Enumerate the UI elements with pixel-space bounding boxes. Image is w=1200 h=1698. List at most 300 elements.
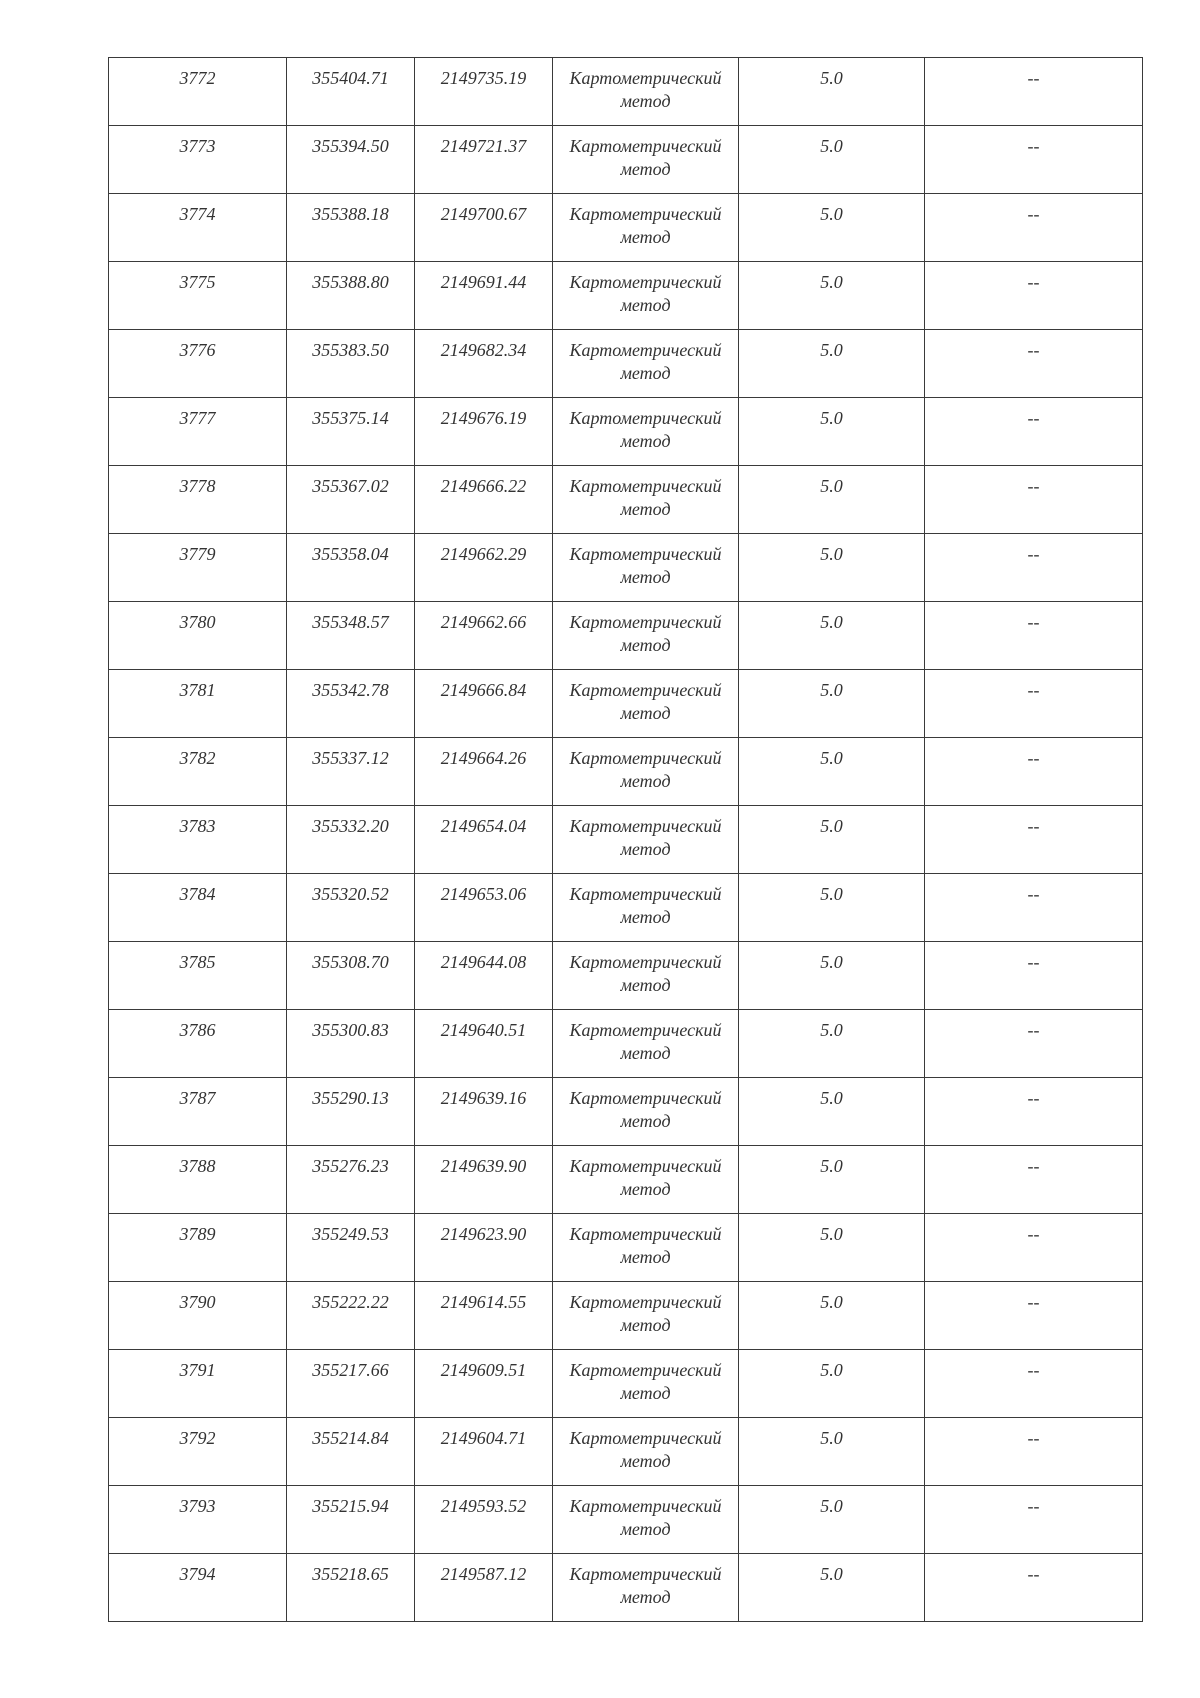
accuracy-text: 5.0	[820, 1156, 843, 1176]
accuracy-text: 5.0	[820, 68, 843, 88]
method-text	[553, 1282, 738, 1337]
x-coordinate-cell	[287, 58, 415, 126]
x-coordinate-cell	[287, 466, 415, 534]
accuracy-text: 5.0	[820, 1564, 843, 1584]
point-number-text: 3776	[179, 340, 216, 360]
method-cell	[553, 1282, 739, 1350]
accuracy-text: 5.0	[820, 816, 843, 836]
note-cell	[925, 942, 1143, 1010]
x-coordinate-text: 355290.13	[312, 1088, 389, 1108]
method-text	[553, 58, 738, 113]
method-text	[553, 466, 738, 521]
x-coordinate-text: 355337.12	[312, 748, 389, 768]
x-coordinate-cell	[287, 330, 415, 398]
note-cell	[925, 1486, 1143, 1554]
x-coordinate-cell	[287, 942, 415, 1010]
note-cell	[925, 466, 1143, 534]
x-coordinate-text: 355215.94	[312, 1496, 389, 1516]
method-line-1: Картометрический	[569, 1428, 722, 1448]
accuracy-text: 5.0	[820, 544, 843, 564]
table-row	[109, 602, 1143, 670]
y-coordinate-cell	[415, 126, 553, 194]
y-coordinate-cell	[415, 1418, 553, 1486]
x-coordinate-text: 355217.66	[312, 1360, 389, 1380]
accuracy-cell	[739, 466, 925, 534]
accuracy-cell	[739, 1350, 925, 1418]
table-row	[109, 1282, 1143, 1350]
note-text: --	[1027, 340, 1040, 360]
y-coordinate-text: 2149614.55	[440, 1292, 527, 1312]
point-number-cell	[109, 874, 287, 942]
point-number-text: 3792	[179, 1428, 216, 1448]
x-coordinate-cell	[287, 1146, 415, 1214]
point-number-cell	[109, 1214, 287, 1282]
method-line-1: Картометрический	[569, 1224, 722, 1244]
y-coordinate-cell	[415, 874, 553, 942]
point-number-cell	[109, 1282, 287, 1350]
method-text	[553, 262, 738, 317]
method-line-2: метод	[620, 1111, 671, 1131]
y-coordinate-cell	[415, 1554, 553, 1622]
y-coordinate-cell	[415, 1078, 553, 1146]
point-number-text: 3789	[179, 1224, 216, 1244]
accuracy-text: 5.0	[820, 748, 843, 768]
point-number-cell	[109, 466, 287, 534]
note-text: --	[1027, 952, 1040, 972]
note-cell	[925, 1418, 1143, 1486]
y-coordinate-cell	[415, 738, 553, 806]
accuracy-cell	[739, 534, 925, 602]
x-coordinate-cell	[287, 602, 415, 670]
method-cell	[553, 58, 739, 126]
method-line-1: Картометрический	[569, 1360, 722, 1380]
method-cell	[553, 670, 739, 738]
point-number-text: 3790	[179, 1292, 216, 1312]
point-number-text: 3774	[179, 204, 216, 224]
method-line-1: Картометрический	[569, 1020, 722, 1040]
point-number-cell	[109, 1078, 287, 1146]
accuracy-text: 5.0	[820, 204, 843, 224]
method-cell	[553, 806, 739, 874]
table-row	[109, 806, 1143, 874]
accuracy-cell	[739, 738, 925, 806]
method-text	[553, 1350, 738, 1405]
x-coordinate-text: 355394.50	[312, 136, 389, 156]
method-line-2: метод	[620, 1451, 671, 1471]
accuracy-text: 5.0	[820, 1020, 843, 1040]
table-row	[109, 398, 1143, 466]
note-text: --	[1027, 408, 1040, 428]
x-coordinate-text: 355249.53	[312, 1224, 389, 1244]
coordinates-table-body	[109, 58, 1143, 1622]
method-cell	[553, 1078, 739, 1146]
point-number-text: 3787	[179, 1088, 216, 1108]
accuracy-cell	[739, 1214, 925, 1282]
point-number-cell	[109, 534, 287, 602]
accuracy-text: 5.0	[820, 136, 843, 156]
accuracy-text: 5.0	[820, 1224, 843, 1244]
note-text: --	[1027, 272, 1040, 292]
note-cell	[925, 58, 1143, 126]
point-number-cell	[109, 330, 287, 398]
accuracy-cell	[739, 58, 925, 126]
point-number-text: 3783	[179, 816, 216, 836]
y-coordinate-cell	[415, 330, 553, 398]
accuracy-text: 5.0	[820, 408, 843, 428]
y-coordinate-cell	[415, 1214, 553, 1282]
point-number-text: 3784	[179, 884, 216, 904]
method-text	[553, 194, 738, 249]
table-row	[109, 330, 1143, 398]
y-coordinate-text: 2149666.22	[440, 476, 527, 496]
method-cell	[553, 262, 739, 330]
y-coordinate-cell	[415, 1146, 553, 1214]
point-number-cell	[109, 1350, 287, 1418]
x-coordinate-cell	[287, 874, 415, 942]
method-line-1: Картометрический	[569, 204, 722, 224]
note-cell	[925, 1350, 1143, 1418]
x-coordinate-cell	[287, 1350, 415, 1418]
method-cell	[553, 1214, 739, 1282]
y-coordinate-text: 2149691.44	[440, 272, 527, 292]
method-text	[553, 670, 738, 725]
y-coordinate-text: 2149735.19	[440, 68, 527, 88]
x-coordinate-cell	[287, 1010, 415, 1078]
method-cell	[553, 398, 739, 466]
y-coordinate-text: 2149609.51	[440, 1360, 527, 1380]
note-cell	[925, 398, 1143, 466]
method-line-2: метод	[620, 159, 671, 179]
point-number-text: 3782	[179, 748, 216, 768]
x-coordinate-cell	[287, 262, 415, 330]
y-coordinate-cell	[415, 942, 553, 1010]
method-line-1: Картометрический	[569, 1088, 722, 1108]
y-coordinate-cell	[415, 1486, 553, 1554]
accuracy-cell	[739, 1486, 925, 1554]
y-coordinate-text: 2149623.90	[440, 1224, 527, 1244]
accuracy-cell	[739, 126, 925, 194]
y-coordinate-cell	[415, 534, 553, 602]
table-row	[109, 1078, 1143, 1146]
accuracy-cell	[739, 806, 925, 874]
method-line-2: метод	[620, 907, 671, 927]
method-line-2: метод	[620, 1315, 671, 1335]
point-number-cell	[109, 806, 287, 874]
y-coordinate-text: 2149662.66	[440, 612, 527, 632]
table-row	[109, 1486, 1143, 1554]
note-cell	[925, 1282, 1143, 1350]
note-cell	[925, 1554, 1143, 1622]
accuracy-cell	[739, 1078, 925, 1146]
method-text	[553, 126, 738, 181]
note-cell	[925, 874, 1143, 942]
x-coordinate-text: 355332.20	[312, 816, 389, 836]
note-cell	[925, 738, 1143, 806]
method-line-1: Картометрический	[569, 1292, 722, 1312]
x-coordinate-text: 355214.84	[312, 1428, 389, 1448]
note-cell	[925, 262, 1143, 330]
y-coordinate-cell	[415, 262, 553, 330]
x-coordinate-text: 355320.52	[312, 884, 389, 904]
method-line-1: Картометрический	[569, 544, 722, 564]
method-line-1: Картометрический	[569, 816, 722, 836]
y-coordinate-text: 2149593.52	[440, 1496, 527, 1516]
method-cell	[553, 534, 739, 602]
accuracy-text: 5.0	[820, 272, 843, 292]
accuracy-cell	[739, 874, 925, 942]
y-coordinate-text: 2149587.12	[440, 1564, 527, 1584]
method-text	[553, 534, 738, 589]
note-text: --	[1027, 1088, 1040, 1108]
point-number-cell	[109, 1418, 287, 1486]
table-row	[109, 1418, 1143, 1486]
method-line-2: метод	[620, 567, 671, 587]
y-coordinate-text: 2149639.16	[440, 1088, 527, 1108]
point-number-text: 3786	[179, 1020, 216, 1040]
note-text: --	[1027, 612, 1040, 632]
method-cell	[553, 1418, 739, 1486]
point-number-cell	[109, 1010, 287, 1078]
note-text: --	[1027, 476, 1040, 496]
table-row	[109, 942, 1143, 1010]
method-text	[553, 1146, 738, 1201]
point-number-cell	[109, 1554, 287, 1622]
x-coordinate-cell	[287, 534, 415, 602]
note-cell	[925, 126, 1143, 194]
accuracy-cell	[739, 1418, 925, 1486]
y-coordinate-text: 2149604.71	[440, 1428, 527, 1448]
y-coordinate-cell	[415, 398, 553, 466]
point-number-cell	[109, 194, 287, 262]
accuracy-cell	[739, 1146, 925, 1214]
y-coordinate-text: 2149700.67	[440, 204, 527, 224]
method-line-2: метод	[620, 1247, 671, 1267]
accuracy-cell	[739, 602, 925, 670]
x-coordinate-cell	[287, 1418, 415, 1486]
note-cell	[925, 1146, 1143, 1214]
point-number-text: 3780	[179, 612, 216, 632]
note-text: --	[1027, 136, 1040, 156]
point-number-text: 3793	[179, 1496, 216, 1516]
point-number-cell	[109, 738, 287, 806]
x-coordinate-text: 355367.02	[312, 476, 389, 496]
point-number-text: 3778	[179, 476, 216, 496]
accuracy-text: 5.0	[820, 340, 843, 360]
method-line-2: метод	[620, 1587, 671, 1607]
y-coordinate-text: 2149639.90	[440, 1156, 527, 1176]
note-cell	[925, 194, 1143, 262]
method-text	[553, 1078, 738, 1133]
method-line-2: метод	[620, 975, 671, 995]
point-number-cell	[109, 58, 287, 126]
x-coordinate-cell	[287, 670, 415, 738]
x-coordinate-cell	[287, 738, 415, 806]
table-row	[109, 1214, 1143, 1282]
method-cell	[553, 1486, 739, 1554]
method-line-2: метод	[620, 1519, 671, 1539]
method-text	[553, 806, 738, 861]
x-coordinate-text: 355300.83	[312, 1020, 389, 1040]
accuracy-text: 5.0	[820, 952, 843, 972]
note-text: --	[1027, 544, 1040, 564]
x-coordinate-cell	[287, 1214, 415, 1282]
note-text: --	[1027, 1292, 1040, 1312]
method-cell	[553, 466, 739, 534]
point-number-text: 3777	[179, 408, 216, 428]
table-row	[109, 1146, 1143, 1214]
method-line-1: Картометрический	[569, 476, 722, 496]
method-line-2: метод	[620, 91, 671, 111]
x-coordinate-text: 355358.04	[312, 544, 389, 564]
accuracy-cell	[739, 942, 925, 1010]
y-coordinate-cell	[415, 1282, 553, 1350]
x-coordinate-text: 355276.23	[312, 1156, 389, 1176]
point-number-cell	[109, 398, 287, 466]
x-coordinate-text: 355383.50	[312, 340, 389, 360]
accuracy-cell	[739, 398, 925, 466]
y-coordinate-cell	[415, 58, 553, 126]
note-text: --	[1027, 68, 1040, 88]
table-row	[109, 58, 1143, 126]
accuracy-text: 5.0	[820, 476, 843, 496]
method-line-1: Картометрический	[569, 612, 722, 632]
note-cell	[925, 806, 1143, 874]
note-cell	[925, 534, 1143, 602]
method-cell	[553, 738, 739, 806]
note-text: --	[1027, 1156, 1040, 1176]
method-line-2: метод	[620, 499, 671, 519]
x-coordinate-text: 355404.71	[312, 68, 389, 88]
accuracy-text: 5.0	[820, 1360, 843, 1380]
note-text: --	[1027, 1020, 1040, 1040]
x-coordinate-cell	[287, 398, 415, 466]
point-number-text: 3772	[179, 68, 216, 88]
y-coordinate-cell	[415, 806, 553, 874]
method-line-2: метод	[620, 1179, 671, 1199]
point-number-cell	[109, 262, 287, 330]
x-coordinate-text: 355342.78	[312, 680, 389, 700]
method-cell	[553, 1554, 739, 1622]
accuracy-text: 5.0	[820, 1088, 843, 1108]
document-page	[108, 57, 1143, 1622]
method-line-2: метод	[620, 1383, 671, 1403]
method-text	[553, 398, 738, 453]
method-cell	[553, 874, 739, 942]
x-coordinate-cell	[287, 1486, 415, 1554]
note-text: --	[1027, 884, 1040, 904]
y-coordinate-cell	[415, 194, 553, 262]
note-cell	[925, 1214, 1143, 1282]
method-cell	[553, 126, 739, 194]
y-coordinate-cell	[415, 466, 553, 534]
method-cell	[553, 602, 739, 670]
y-coordinate-text: 2149721.37	[440, 136, 527, 156]
method-line-1: Картометрический	[569, 680, 722, 700]
point-number-text: 3779	[179, 544, 216, 564]
method-line-1: Картометрический	[569, 408, 722, 428]
x-coordinate-cell	[287, 1078, 415, 1146]
point-number-cell	[109, 1146, 287, 1214]
note-text: --	[1027, 1428, 1040, 1448]
method-line-1: Картометрический	[569, 884, 722, 904]
y-coordinate-text: 2149682.34	[440, 340, 527, 360]
method-line-1: Картометрический	[569, 136, 722, 156]
x-coordinate-text: 355348.57	[312, 612, 389, 632]
point-number-text: 3794	[179, 1564, 216, 1584]
method-cell	[553, 1146, 739, 1214]
y-coordinate-text: 2149654.04	[440, 816, 527, 836]
y-coordinate-cell	[415, 1010, 553, 1078]
method-line-2: метод	[620, 839, 671, 859]
x-coordinate-cell	[287, 194, 415, 262]
x-coordinate-text: 355308.70	[312, 952, 389, 972]
y-coordinate-text: 2149662.29	[440, 544, 527, 564]
method-text	[553, 1214, 738, 1269]
note-text: --	[1027, 748, 1040, 768]
x-coordinate-text: 355388.80	[312, 272, 389, 292]
table-row	[109, 874, 1143, 942]
table-row	[109, 194, 1143, 262]
x-coordinate-cell	[287, 126, 415, 194]
method-text	[553, 1554, 738, 1609]
method-line-2: метод	[620, 363, 671, 383]
accuracy-cell	[739, 1554, 925, 1622]
x-coordinate-cell	[287, 806, 415, 874]
note-text: --	[1027, 1360, 1040, 1380]
accuracy-cell	[739, 670, 925, 738]
y-coordinate-cell	[415, 602, 553, 670]
note-text: --	[1027, 204, 1040, 224]
accuracy-text: 5.0	[820, 1428, 843, 1448]
method-cell	[553, 330, 739, 398]
note-cell	[925, 330, 1143, 398]
note-text: --	[1027, 816, 1040, 836]
table-row	[109, 262, 1143, 330]
accuracy-cell	[739, 1282, 925, 1350]
table-row	[109, 738, 1143, 806]
method-cell	[553, 942, 739, 1010]
table-row	[109, 1010, 1143, 1078]
y-coordinate-text: 2149653.06	[440, 884, 527, 904]
method-text	[553, 602, 738, 657]
method-line-1: Картометрический	[569, 748, 722, 768]
point-number-cell	[109, 942, 287, 1010]
method-cell	[553, 1350, 739, 1418]
accuracy-text: 5.0	[820, 680, 843, 700]
method-cell	[553, 1010, 739, 1078]
accuracy-text: 5.0	[820, 1292, 843, 1312]
method-line-1: Картометрический	[569, 68, 722, 88]
point-number-text: 3788	[179, 1156, 216, 1176]
method-line-1: Картометрический	[569, 1496, 722, 1516]
method-text	[553, 942, 738, 997]
x-coordinate-cell	[287, 1282, 415, 1350]
note-text: --	[1027, 1496, 1040, 1516]
accuracy-text: 5.0	[820, 1496, 843, 1516]
point-number-text: 3791	[179, 1360, 216, 1380]
note-cell	[925, 602, 1143, 670]
method-line-1: Картометрический	[569, 272, 722, 292]
table-row	[109, 126, 1143, 194]
table-row	[109, 534, 1143, 602]
y-coordinate-cell	[415, 1350, 553, 1418]
y-coordinate-text: 2149640.51	[440, 1020, 527, 1040]
note-text: --	[1027, 680, 1040, 700]
y-coordinate-text: 2149664.26	[440, 748, 527, 768]
table-row	[109, 1554, 1143, 1622]
method-line-1: Картометрический	[569, 952, 722, 972]
x-coordinate-text: 355388.18	[312, 204, 389, 224]
